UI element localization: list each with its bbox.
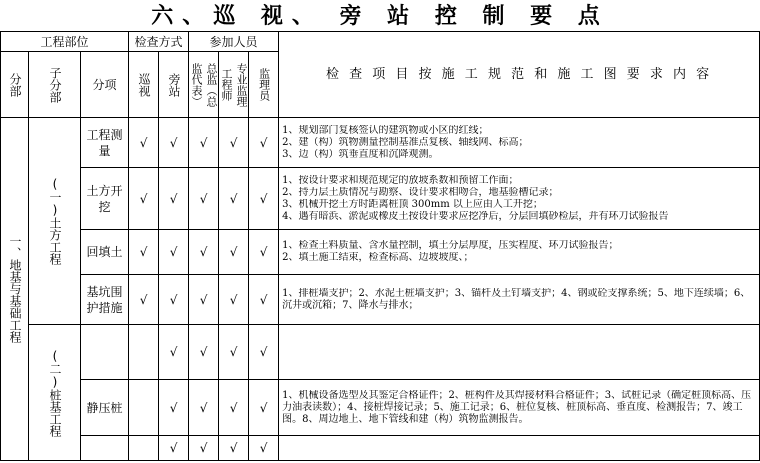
- item-cell: 回填土: [81, 230, 129, 275]
- check-mark: √: [219, 118, 249, 168]
- check-mark: √: [189, 168, 219, 230]
- item-cell: 基坑围护措施: [81, 275, 129, 325]
- requirements-cell: [279, 325, 760, 380]
- table-row: [1, 325, 760, 380]
- check-mark: √: [129, 275, 159, 325]
- header-item: 分项: [81, 52, 129, 118]
- header-patrol: 巡视: [129, 52, 159, 118]
- check-mark: √: [189, 380, 219, 436]
- table-row: [1, 275, 760, 325]
- page-title: 六、巡 视、 旁 站 控 制 要 点: [151, 3, 609, 29]
- empty-cell: [129, 380, 159, 436]
- subdivision-pile: (二)桩基工程: [29, 325, 81, 461]
- header-subdivision: 子分部: [29, 52, 81, 118]
- check-mark: √: [159, 168, 189, 230]
- check-mark: √: [129, 230, 159, 275]
- check-mark: √: [159, 380, 189, 436]
- item-cell: 土方开挖: [81, 168, 129, 230]
- check-mark: √: [249, 275, 279, 325]
- inspection-table: [0, 31, 760, 461]
- check-mark: √: [189, 230, 219, 275]
- check-mark: √: [219, 168, 249, 230]
- check-mark: √: [189, 275, 219, 325]
- check-mark: √: [219, 325, 249, 380]
- requirements-cell: 1、排桩墙支护；2、水泥土桩墙支护；3、锚杆及土钉墙支护；4、钢或砼支撑系统；5、地下连续墙；6、沉井或沉箱；7、降水与排水；: [279, 275, 760, 325]
- item-cell: [81, 325, 129, 380]
- check-mark: √: [219, 275, 249, 325]
- requirements-cell: 1、规划部门复核签认的建筑物或小区的红线； 2、建（构）筑物测量控制基准点复核、轴线网、标高； 3、边（构）筑垂直度和沉降观测。: [279, 118, 760, 168]
- subdivision-earthwork: (一)土方工程: [29, 118, 81, 325]
- header-sideline: 旁站: [159, 52, 189, 118]
- check-mark: √: [219, 436, 249, 461]
- header-division: 分部: [1, 52, 29, 118]
- division-cell: 一、地基与基础工程: [1, 118, 29, 461]
- check-mark: √: [159, 230, 189, 275]
- check-mark: √: [189, 436, 219, 461]
- check-mark: √: [189, 118, 219, 168]
- requirements-cell: 1、检查土料质量、含水量控制，填土分层厚度，压实程度、环刀试验报告； 2、填土施工结束，检查标高、边坡坡度、；: [279, 230, 760, 275]
- check-mark: √: [189, 325, 219, 380]
- check-mark: √: [219, 380, 249, 436]
- header-people-group: 参加人员: [189, 32, 279, 52]
- item-cell: [81, 436, 129, 461]
- header-method-group: 检查方式: [129, 32, 189, 52]
- requirements-cell: 1、按设计要求和规范规定的放坡系数和预留工作面； 2、持力层土质情况与勘察、设计要求相吻合，地基验槽记录； 3、机械开挖土方时距离桩顶 300mm 以上应由人工开挖； 4、遇有暗浜、淤泥或橡皮土按设计要求应挖净后，分层回填砂检层，并有环刀试验报告: [279, 168, 760, 230]
- requirements-cell: 1、机械设备选型及其鉴定合格证件；2、桩构件及其焊接材料合格证件；3、试桩记录（确定桩顶标高、压力油表读数）；4、接桩焊接记录；5、施工记录；6、桩位复核、桩顶标高、垂直度、检测报告；7、竣工图。8、周边地上、地下管线和建（构）筑物监测报告。: [279, 380, 760, 436]
- check-mark: √: [219, 230, 249, 275]
- check-mark: √: [159, 275, 189, 325]
- header-part-group: 工程部位: [1, 32, 129, 52]
- empty-cell: [129, 436, 159, 461]
- header-row-groups: [1, 32, 760, 52]
- empty-cell: [129, 325, 159, 380]
- table-row: [1, 118, 760, 168]
- header-chief-supervisor: 总监（总 监代表）: [189, 52, 219, 118]
- check-mark: √: [249, 118, 279, 168]
- requirements-cell: [279, 436, 760, 461]
- check-mark: √: [159, 118, 189, 168]
- header-supervisor: 监理员: [249, 52, 279, 118]
- check-mark: √: [249, 325, 279, 380]
- check-mark: √: [249, 380, 279, 436]
- check-mark: √: [129, 168, 159, 230]
- check-mark: √: [249, 168, 279, 230]
- item-cell: 工程测量: [81, 118, 129, 168]
- check-mark: √: [249, 230, 279, 275]
- table-row: [1, 168, 760, 230]
- check-mark: √: [249, 436, 279, 461]
- check-mark: √: [129, 118, 159, 168]
- table-row: [1, 230, 760, 275]
- header-specialty-supervisor: 专业监理 工程师: [219, 52, 249, 118]
- header-requirements: 检 查 项 目 按 施 工 规 范 和 施 工 图 要 求 内 容: [279, 32, 760, 118]
- check-mark: √: [159, 325, 189, 380]
- table-row: [1, 436, 760, 461]
- table-row: [1, 380, 760, 436]
- check-mark: √: [159, 436, 189, 461]
- item-cell: 静压桩: [81, 380, 129, 436]
